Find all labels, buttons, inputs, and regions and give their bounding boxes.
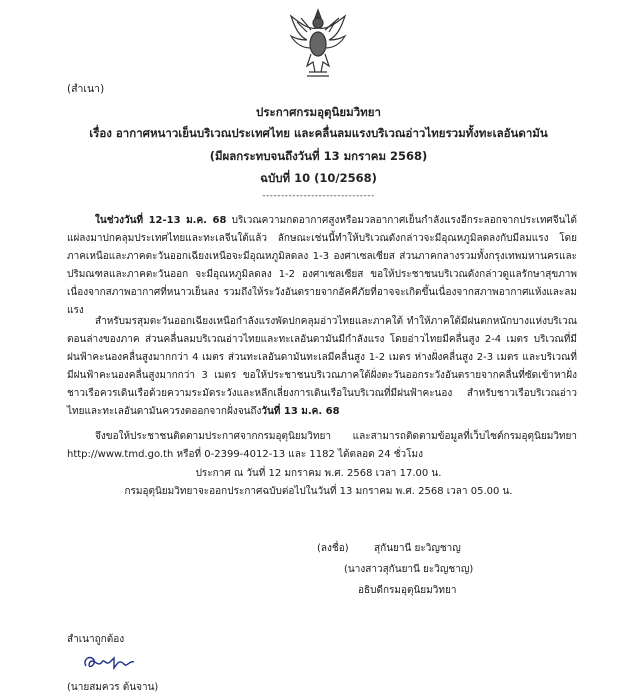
announcement-title: ประกาศกรมอุตุนิยมวิทยา (256, 105, 381, 119)
paragraph-text: บริเวณความกดอากาศสูงหรือมวลอากาศเย็นกำลังแรงอีกระลอกจากประเทศจีนได้แผ่ลงมาปกคลุมประเทศไทยและทะเลจีนใต้แล้ว ลักษณะเช่นนี้ทำให้บริเวณดังกล่าวจะมีอุณหภูมิลดลงกับมีลมแรง โดยภาคเหนือและภาคตะวันออกเฉียงเหนือจะมีอุณหภูมิลดลง 1-3 องศาเซลเซียส ส่วนภาคกลางรวมทั้งกรุงเทพมหานครและปริมณฑลและภาคตะวันออก จะมีอุณหภูมิลดลง 1-2 องศาเซลเซียส ขอให้ประชาชนบริเวณดังกล่าวดูแลรักษาสุขภาพ เนื่องจากสภาพอากาศที่หนาวเย็นลง รวมถึงให้ระวังอันตรายจากอัคคีภัยที่อาจจะเกิดขึ้นเนื่องจากสภาพอากาศแห้งและลมแรง (67, 215, 577, 316)
announced-date: ประกาศ ณ วันที่ 12 มกราคม พ.ศ. 2568 เวลา 17.00 น. (195, 468, 442, 479)
signed-line: (ลงชื่อ) สุกันยานี ยะวิญชาญ (317, 543, 461, 554)
signatory-name: (นางสาวสุกันยานี ยะวิญชาญ) (344, 564, 474, 575)
announcement-issue: ฉบับที่ 10 (10/2568) (260, 171, 377, 185)
garuda-emblem-icon (287, 6, 349, 82)
paragraph-monsoon (67, 313, 577, 421)
separator: ------------------------------ (262, 191, 375, 201)
paragraph-cold-weather (67, 212, 577, 320)
announcement-subject: เรื่อง อากาศหนาวเย็นบริเวณประเทศไทย และคลื่นลมแรงบริเวณอ่าวไทยรวมทั้งทะเลอันดามัน (89, 126, 548, 140)
signatory-position: อธิบดีกรมอุตุนิยมวิทยา (358, 585, 457, 596)
paragraph-text: สำหรับมรสุมตะวันออกเฉียงเหนือกำลังแรงพัดปกคลุมอ่าวไทยและภาคใต้ ทำให้ภาคใต้มีฝนตกหนักบางแห่งบริเวณตอนล่างของภาค ส่วนคลื่นลมบริเวณอ่าวไทยและทะเลอันดามันมีกำลังแรง โดยอ่าวไทยมีคลื่นสูง 2-4 เมตร บริเวณที่มีฝนฟ้าคะนองคลื่นสูงมากกว่า 4 เมตร ส่วนทะเลอันดามันทะเลมีคลื่นสูง 1-2 เมตร ห่างฝั่งคลื่นสูง 2-3 เมตร และบริเวณที่มีฝนฟ้าคะนองคลื่นสูงมากกว่า 3 เมตร ขอให้ประชาชนบริเวณภาคใต้ฝั่งตะวันออกระวังอันตรายจากคลื่นที่ซัดเข้าหาฝั่ง ชาวเรือควรเดินเรือด้วยความระมัดระวังและหลีกเลี่ยงการเดินเรือในบริเวณที่มีฝนฟ้าคะนอง สำหรับชาวเรือบริเวณอ่าวไทยและทะเลอันดามันควรงดออกจากฝั่งจนถึง (67, 316, 577, 417)
paragraph-follow-updates (67, 428, 577, 464)
certified-copy-label: สำเนาถูกต้อง (67, 634, 125, 645)
certifier-name: (นายสมควร ต้นจาน) (67, 682, 159, 693)
paragraph-text: จึงขอให้ประชาชนติดตามประกาศจากกรมอุตุนิยมวิทยา และสามารถติดตามข้อมูลที่เว็บไซต์กรมอุตุนิยมวิทยา http://www.tmd.go.th หรือที่ 0-2399-4012-13 และ 1182 ได้ตลอด 24 ชั่วโมง (67, 431, 577, 460)
handwritten-signature (80, 652, 140, 674)
announcement-effect: (มีผลกระทบจนถึงวันที่ 13 มกราคม 2568) (209, 149, 428, 163)
paragraph-date-bold: วันที่ 13 ม.ค. 68 (261, 406, 340, 417)
paragraph-date-bold: ในช่วงวันที่ 12-13 ม.ค. 68 (95, 215, 227, 226)
copy-label: (สำเนา) (67, 83, 105, 95)
next-announcement: กรมอุตุนิยมวิทยาจะออกประกาศฉบับต่อไปในวันที่ 13 มกราคม พ.ศ. 2568 เวลา 05.00 น. (124, 486, 513, 497)
